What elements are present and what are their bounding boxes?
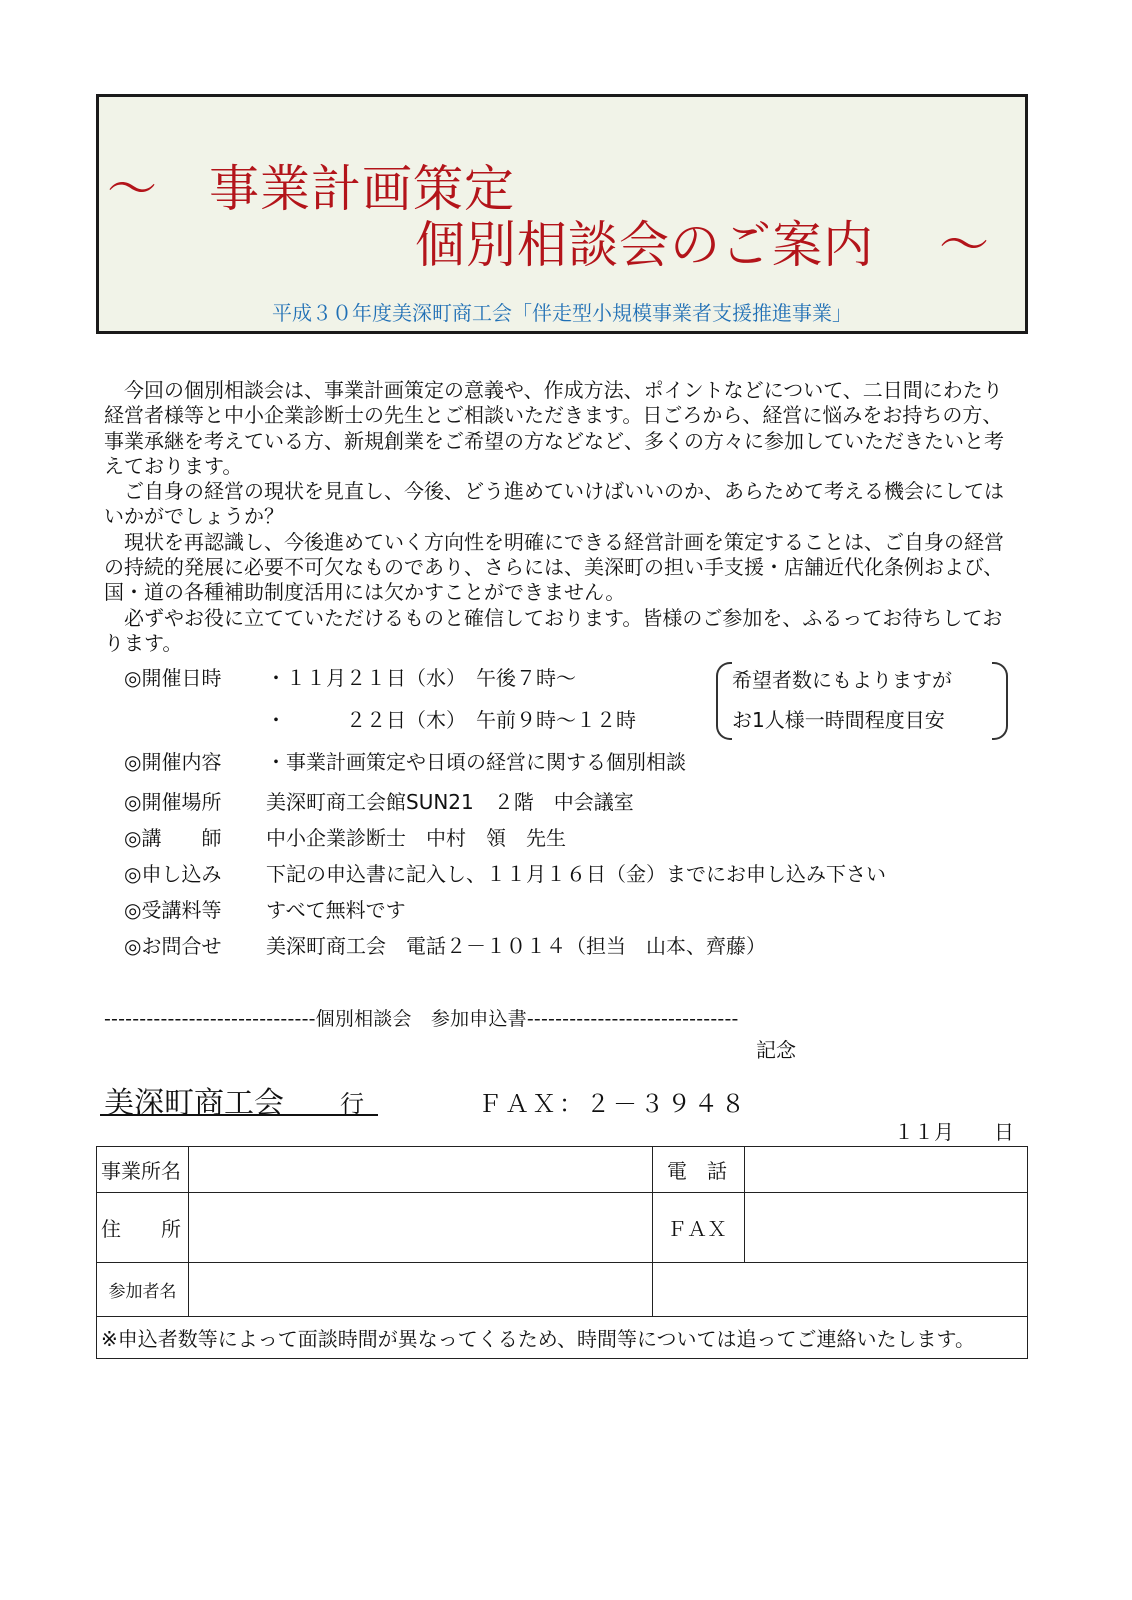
lecturer-row	[124, 822, 566, 851]
participant-field-2[interactable]	[653, 1263, 1028, 1317]
apply-label: ◎申し込み	[124, 862, 222, 886]
form-date: １１月 日	[894, 1120, 1014, 1144]
note-line-2: お1人様一時間程度目安	[732, 708, 945, 732]
title-line-1: ～ 事業計画策定	[107, 160, 515, 218]
content-row	[124, 746, 686, 775]
header-box	[96, 94, 1028, 334]
subtitle: 平成３０年度美深町商工会「伴走型小規模事業者支援推進事業」	[272, 301, 852, 325]
apply-row	[124, 858, 886, 887]
date-label: ◎開催日時	[124, 666, 222, 690]
recipient-suffix: 行	[340, 1090, 364, 1118]
fee-row	[124, 894, 406, 923]
content-value: ・事業計画策定や日頃の経営に関する個別相談	[266, 750, 686, 774]
date-line-2: ・ ２２日（木） 午前９時～１２時	[266, 708, 636, 732]
date-line-1: ・１１月２１日（水） 午後７時～	[266, 666, 576, 690]
business-name-field[interactable]	[189, 1147, 653, 1193]
paragraph: ご自身の経営の現状を見直し、今後、どう進めていけばいいのか、あらためて考える機会にしてはいかがでしょうか？	[104, 479, 1004, 529]
fee-value: すべて無料です	[266, 898, 406, 922]
title-line-2: 個別相談会のご案内	[415, 216, 874, 274]
phone-field[interactable]	[745, 1147, 1028, 1193]
fax-label: ＦＡＸ	[653, 1193, 745, 1263]
note-bracket	[716, 662, 1008, 736]
contact-row	[124, 930, 766, 959]
fee-label: ◎受講料等	[124, 898, 222, 922]
paragraph: 現状を再認識し、今後進めていく方向性を明確にできる経営計画を策定することは、ご自身の経営の持続的発展に必要不可欠なものであり、さらには、美深町の担い手支援・店舗近代化条例および、国・道の各種補助制度活用には欠かすことができません。	[104, 529, 1004, 605]
footnote: ※申込者数等によって面談時間が異なってくるため、時間等については追ってご連絡いたします。	[97, 1317, 1028, 1359]
place-row	[124, 786, 634, 815]
lecturer-label: ◎講 師	[124, 826, 222, 850]
business-name-label: 事業所名	[97, 1147, 189, 1193]
date-row-2	[124, 704, 636, 733]
intro-text	[104, 378, 1016, 656]
apply-value: 下記の申込書に記入し、１１月１６日（金）までにお申し込み下さい	[266, 862, 886, 886]
application-form	[96, 1146, 1028, 1359]
address-label: 住 所	[97, 1193, 189, 1263]
cut-line: ------------------------------個別相談会 参加申込書------------------------------	[104, 1008, 739, 1030]
date-row	[124, 662, 576, 691]
address-field[interactable]	[189, 1193, 653, 1263]
contact-label: ◎お問合せ	[124, 934, 222, 958]
paragraph: 今回の個別相談会は、事業計画策定の意義や、作成方法、ポイントなどについて、二日間にわたり経営者様等と中小企業診断士の先生とご相談いただきます。日ごろから、経営に悩みをお持ちの方、事業承継を考えている方、新規創業をご希望の方などなど、多くの方々に参加していただきたいと考えております。	[104, 378, 1004, 478]
lecturer-value: 中小企業診断士 中村 領 先生	[266, 826, 566, 850]
paragraph: 必ずやお役に立てていただけるものと確信しております。皆様のご参加を、ふるってお待ちしております。	[104, 605, 1003, 655]
content-label: ◎開催内容	[124, 750, 222, 774]
recipient-name: 美深町商工会	[104, 1086, 284, 1121]
participant-field-1[interactable]	[189, 1263, 653, 1317]
participant-label: 参加者名	[97, 1263, 189, 1317]
phone-label: 電 話	[653, 1147, 745, 1193]
place-value: 美深町商工会館SUN21 ２階 中会議室	[266, 790, 634, 814]
note-line-1: 希望者数にもよりますが	[732, 668, 952, 692]
title-tilde-end: ～	[939, 216, 989, 274]
contact-value: 美深町商工会 電話２－１０１４（担当 山本、齊藤）	[266, 934, 766, 958]
recipient-underline	[100, 1114, 378, 1116]
place-label: ◎開催場所	[124, 790, 222, 814]
fax-field[interactable]	[745, 1193, 1028, 1263]
fax-number: ＦＡＸ：２－３９４８	[478, 1090, 748, 1118]
kinen-text: 記念	[756, 1038, 796, 1062]
